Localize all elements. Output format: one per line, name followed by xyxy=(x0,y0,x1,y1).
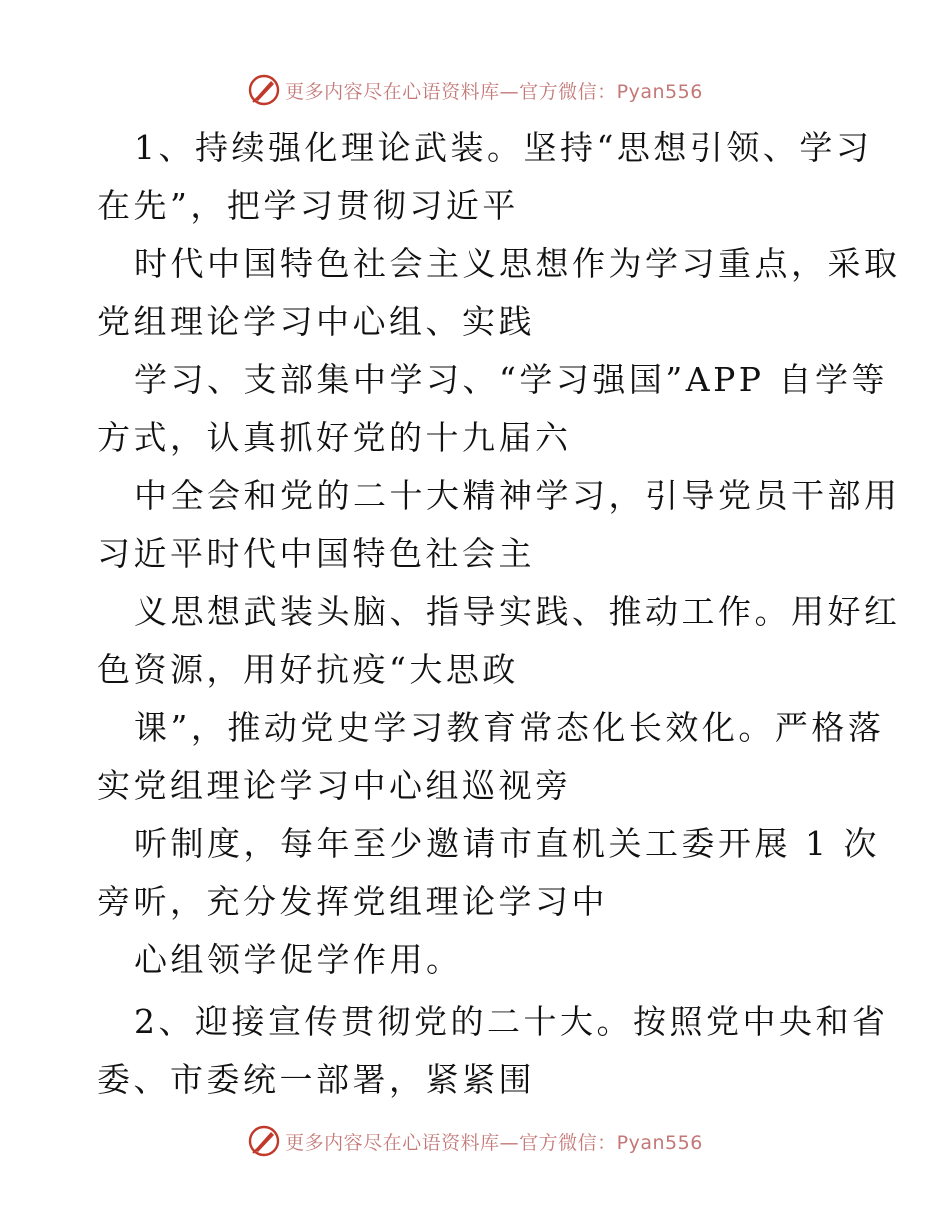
body-line: 心组领学促学作用。 xyxy=(134,940,463,979)
header-watermark xyxy=(0,70,950,110)
watermark-text: 更多内容尽在心语资料库—官方微信：Pyan556 xyxy=(285,1131,703,1154)
body-line: 中全会和党的二十大精神学习，引导党员干部用 xyxy=(134,476,901,515)
body-line: 委、市委统一部署，紧紧围 xyxy=(97,1060,535,1099)
body-line: 2、迎接宣传贯彻党的二十大。按照党中央和省 xyxy=(134,1002,889,1041)
body-line: 义思想武装头脑、指导实践、推动工作。用好红 xyxy=(134,592,901,631)
quill-pen-logo-icon xyxy=(247,73,281,107)
body-line: 色资源，用好抗疫“大思政 xyxy=(97,650,519,689)
body-line: 1、持续强化理论武装。坚持“思想引领、学习 xyxy=(134,128,873,167)
quill-pen-logo-icon xyxy=(247,1124,281,1158)
body-line: 旁听，充分发挥党组理论学习中 xyxy=(97,882,608,921)
footer-watermark xyxy=(0,1121,950,1161)
body-line: 学习、支部集中学习、“学习强国”APP 自学等 xyxy=(134,360,888,399)
body-line: 在先”，把学习贯彻习近平 xyxy=(97,186,519,225)
body-line: 时代中国特色社会主义思想作为学习重点，采取 xyxy=(134,244,901,283)
body-line: 听制度，每年至少邀请市直机关工委开展 1 次 xyxy=(134,824,880,863)
body-line: 党组理论学习中心组、实践 xyxy=(97,302,535,341)
body-line: 课”，推动党史学习教育常态化长效化。严格落 xyxy=(134,708,885,747)
body-line: 实党组理论学习中心组巡视旁 xyxy=(97,766,572,805)
body-line: 习近平时代中国特色社会主 xyxy=(97,534,535,573)
watermark-text: 更多内容尽在心语资料库—官方微信：Pyan556 xyxy=(285,80,703,103)
body-line: 方式，认真抓好党的十九届六 xyxy=(97,418,572,457)
